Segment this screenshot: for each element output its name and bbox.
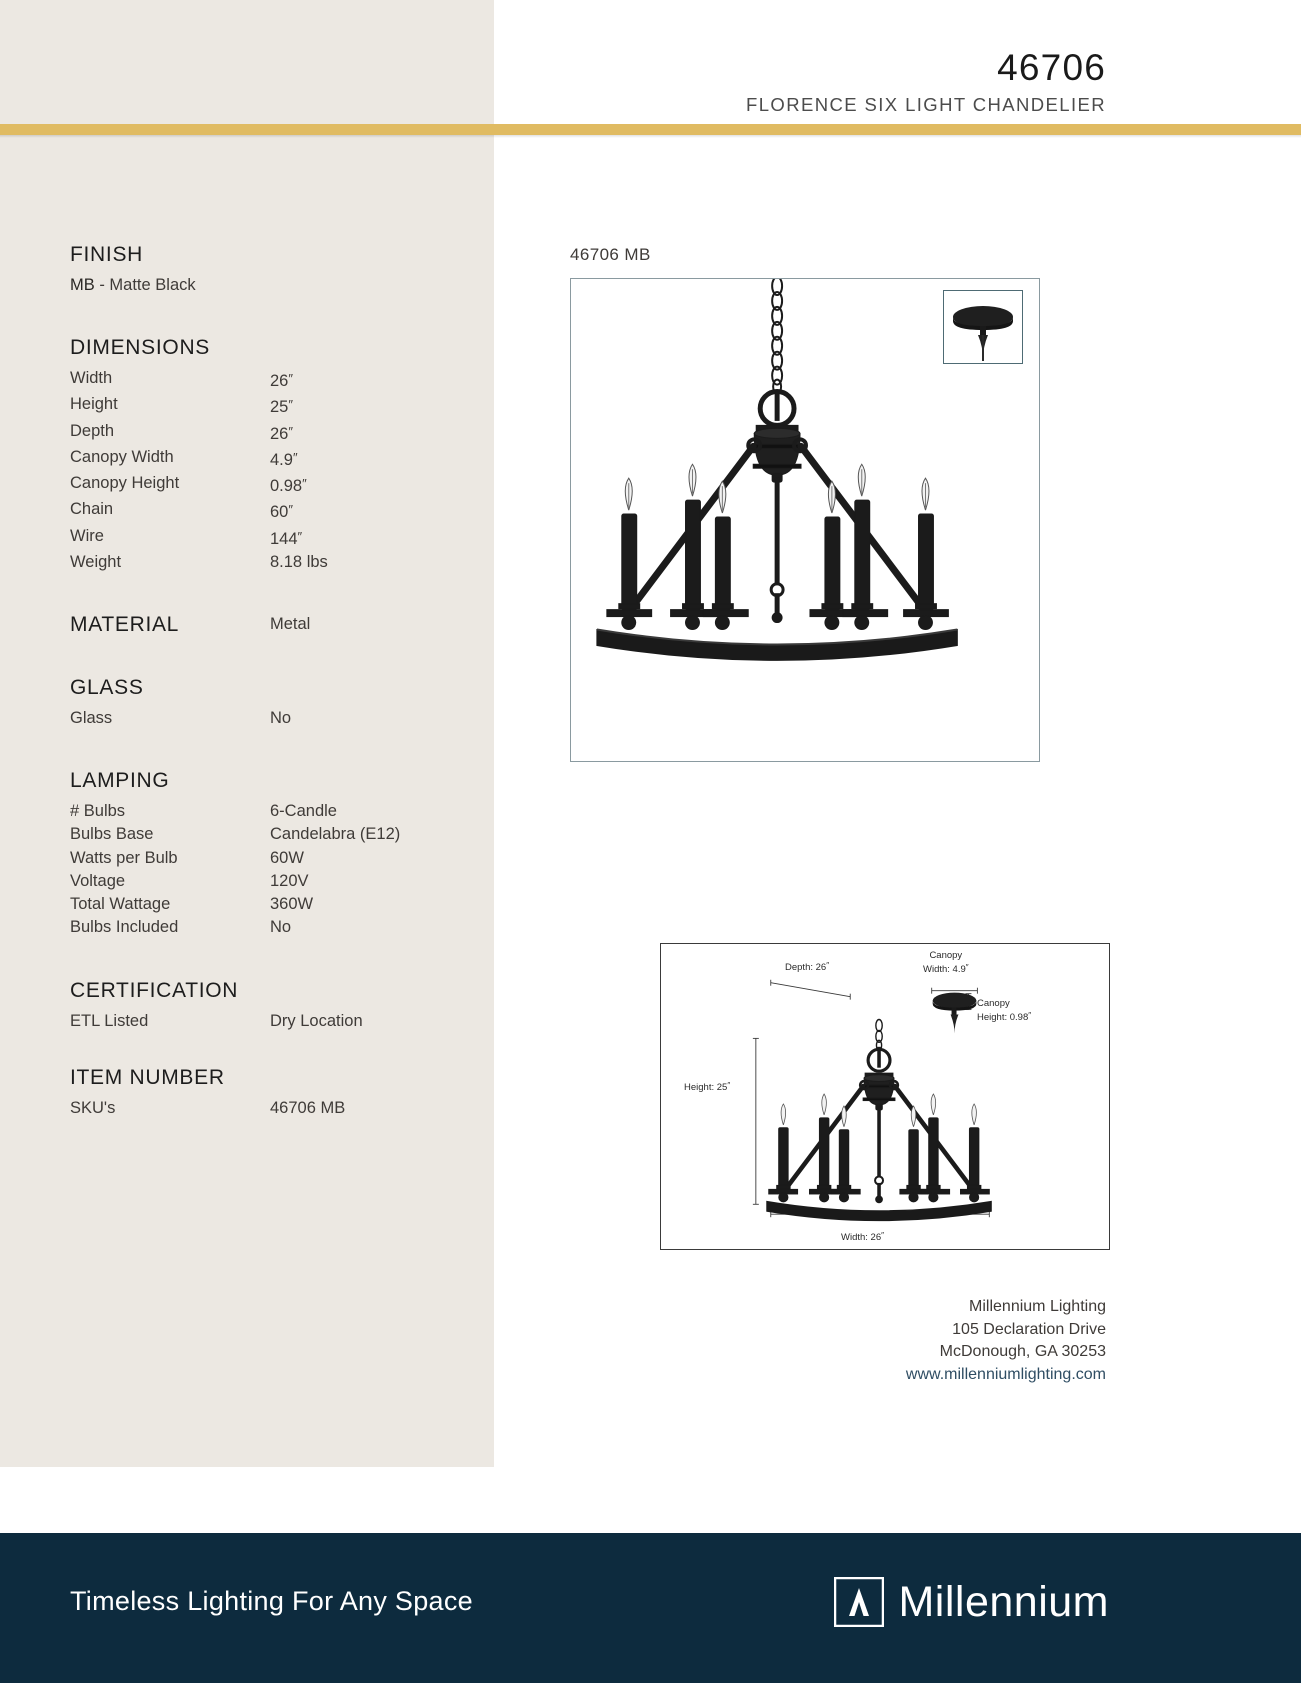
- spec-row: [70, 847, 470, 870]
- spec-label: Glass: [70, 708, 113, 727]
- spacer: [70, 574, 470, 613]
- spec-value: [270, 916, 470, 939]
- canopy-height-line2: Height: 0.98: [977, 1012, 1029, 1023]
- spec-value: [270, 472, 470, 498]
- spec-label: Canopy Width: [70, 447, 174, 466]
- material-heading: MATERIAL: [70, 613, 180, 637]
- item-number-section: [70, 1066, 470, 1120]
- address-city-state-zip: McDonough, GA 30253: [939, 1343, 1106, 1360]
- page-footer: [0, 1533, 1301, 1683]
- gold-divider-shadow: [0, 135, 1301, 138]
- dimension-diagram-drawing: [661, 944, 1109, 1249]
- spec-label: Chain: [70, 500, 114, 519]
- depth-unit: ″: [826, 961, 830, 970]
- glass-rows: [70, 707, 470, 730]
- footer-tagline: Timeless Lighting For Any Space: [70, 1586, 473, 1616]
- spec-value-unit: ″: [288, 423, 293, 439]
- spec-value: [270, 551, 470, 574]
- spec-label: Weight: [70, 553, 122, 572]
- spec-label: Bulbs Included: [70, 918, 179, 937]
- specifications-list: [70, 243, 470, 1120]
- spec-value: [270, 525, 470, 551]
- finish-section: [70, 243, 470, 297]
- spacer: [70, 637, 470, 676]
- spacer: [70, 940, 470, 979]
- spec-value: [270, 870, 470, 893]
- spec-value-unit: ″: [288, 502, 293, 518]
- company-address: [906, 1296, 1106, 1386]
- spec-value-text: 26: [270, 372, 289, 390]
- spec-value: [270, 823, 470, 846]
- width-unit: ″: [881, 1231, 884, 1240]
- certification-rows: [70, 1010, 470, 1033]
- spec-value-unit: ″: [302, 476, 307, 492]
- brand-lockup: [834, 1577, 1109, 1627]
- glass-section: [70, 676, 470, 730]
- product-image-label: 46706 MB: [570, 245, 651, 264]
- spec-row: [70, 823, 470, 846]
- product-image-frame: [570, 278, 1040, 762]
- spec-value-unit: ″: [297, 528, 302, 544]
- width-label-text: Width: 26: [841, 1232, 882, 1243]
- spec-row: [70, 707, 470, 730]
- spec-value: [270, 367, 470, 393]
- spec-row: [70, 551, 470, 574]
- spec-row: [70, 393, 470, 419]
- lamping-rows: [70, 800, 470, 940]
- diagram-canopy-icon: [933, 993, 977, 1034]
- spec-value: [270, 847, 470, 870]
- height-unit: ″: [727, 1081, 731, 1090]
- page-header: [494, 0, 1301, 130]
- spec-value: [270, 893, 470, 916]
- spec-row: [70, 916, 470, 939]
- lamping-section: [70, 769, 470, 940]
- spec-row: [70, 893, 470, 916]
- canopy-height-unit: ″: [1028, 1011, 1032, 1020]
- spec-value: [270, 446, 470, 472]
- product-subtitle: FLORENCE SIX LIGHT CHANDELIER: [746, 94, 1106, 115]
- spec-value-text: 4.9: [270, 450, 293, 469]
- spec-value-text: 26: [270, 424, 289, 443]
- certification-section: [70, 979, 470, 1033]
- spec-value: [270, 420, 470, 446]
- spec-label: Watts per Bulb: [70, 848, 178, 867]
- spec-value-text: No: [270, 918, 292, 937]
- spec-value-text: Dry Location: [270, 1011, 363, 1030]
- canopy-detail-inset: [943, 290, 1023, 364]
- canopy-icon: [944, 291, 1022, 363]
- spec-value: [270, 1010, 470, 1033]
- spec-row: [70, 800, 470, 823]
- spec-value-text: 8.18 lbs: [270, 553, 328, 572]
- material-value: Metal: [270, 615, 311, 634]
- item-number-heading: ITEM NUMBER: [70, 1066, 225, 1090]
- spec-label: ETL Listed: [70, 1011, 149, 1030]
- gold-divider: [0, 124, 1301, 135]
- spacer: [70, 1033, 470, 1066]
- canopy-width-unit: ″: [965, 963, 969, 972]
- spec-row: [70, 446, 470, 472]
- address-street: 105 Declaration Drive: [952, 1320, 1106, 1338]
- spacer: [70, 730, 470, 769]
- dimensions-heading: DIMENSIONS: [70, 336, 211, 359]
- brand-wordmark: Millennium: [898, 1577, 1109, 1626]
- spec-row: [70, 420, 470, 446]
- spec-value-text: Candelabra (E12): [270, 825, 401, 844]
- spec-label: # Bulbs: [70, 801, 126, 820]
- spec-value: [270, 498, 470, 524]
- spec-value: [270, 1097, 470, 1120]
- spec-label: Voltage: [70, 871, 126, 890]
- spec-value: [270, 707, 470, 730]
- canopy-width-line1: Canopy: [929, 950, 963, 961]
- spec-value: [270, 800, 470, 823]
- height-label-text: Height: 25: [684, 1082, 728, 1093]
- spec-label: SKU's: [70, 1099, 116, 1118]
- spec-label: Width: [70, 369, 113, 387]
- dimensions-section: [70, 336, 470, 574]
- spec-label: Total Wattage: [70, 895, 171, 914]
- spec-value-unit: ″: [288, 371, 293, 386]
- finish-value: [70, 274, 470, 297]
- spec-label: Height: [70, 395, 118, 414]
- canopy-width-line2: Width: 4.9: [923, 964, 966, 975]
- spec-row: [70, 498, 470, 524]
- certification-heading: CERTIFICATION: [70, 978, 239, 1002]
- glass-heading: GLASS: [70, 675, 144, 699]
- spec-row: [70, 525, 470, 551]
- material-section: [70, 613, 470, 636]
- spec-label: Canopy Height: [70, 474, 180, 493]
- spec-value-text: 6-Candle: [270, 801, 337, 820]
- finish-separator: -: [94, 276, 110, 294]
- address-company: Millennium Lighting: [969, 1298, 1106, 1315]
- spec-row: [70, 1097, 470, 1120]
- spec-value-text: No: [270, 708, 292, 727]
- spec-value-text: 0.98: [270, 477, 303, 496]
- spec-value-unit: ″: [288, 397, 293, 413]
- spec-row: [70, 472, 470, 498]
- spec-label: Wire: [70, 526, 104, 545]
- page-title: 46706: [997, 47, 1106, 88]
- item-number-rows: [70, 1097, 470, 1120]
- spec-value: [270, 393, 470, 419]
- spec-label: Depth: [70, 421, 115, 440]
- spec-row: [70, 870, 470, 893]
- spec-row: [70, 367, 470, 393]
- address-website-link[interactable]: www.millenniumlighting.com: [905, 1365, 1106, 1383]
- millennium-logo-icon: [834, 1577, 884, 1627]
- depth-label-text: Depth: 26: [785, 962, 827, 973]
- spec-row: [70, 1010, 470, 1033]
- canopy-height-line1: Canopy: [977, 998, 1010, 1009]
- spec-value-text: 360W: [270, 895, 314, 914]
- dimension-diagram: [660, 943, 1110, 1250]
- spec-value-unit: ″: [292, 449, 298, 465]
- spec-value-text: 144: [270, 529, 298, 548]
- spec-value-text: 60: [270, 503, 289, 522]
- dimensions-rows: [70, 367, 470, 574]
- finish-name: Matte Black: [109, 276, 196, 294]
- material-row: [70, 613, 470, 636]
- lamping-heading: LAMPING: [70, 768, 170, 792]
- spec-value-text: 25: [270, 398, 289, 417]
- spec-value-text: 60W: [270, 848, 304, 867]
- spec-value-text: 120V: [270, 871, 309, 890]
- finish-code: MB: [70, 276, 95, 294]
- spec-label: Bulbs Base: [70, 825, 154, 844]
- spacer: [70, 297, 470, 336]
- spec-value-text: 46706 MB: [270, 1099, 346, 1118]
- finish-heading: FINISH: [70, 243, 144, 266]
